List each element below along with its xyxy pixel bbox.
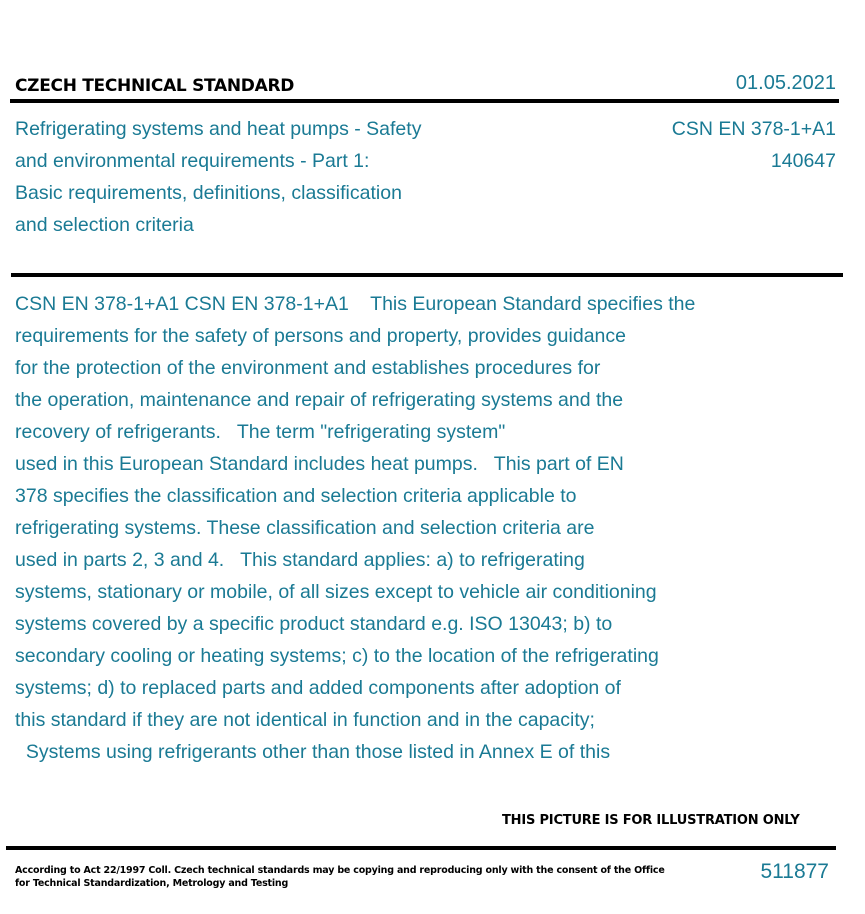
abstract-line: requirements for the safety of persons and property, provides guidance [15, 325, 626, 347]
document-type-label: CZECH TECHNICAL STANDARD [15, 76, 295, 96]
title-line: Basic requirements, definitions, classification [15, 182, 402, 204]
abstract-line: systems covered by a specific product standard e.g. ISO 13043; b) to [15, 613, 613, 635]
abstract-line: used in this European Standard includes heat pumps. This part of EN [15, 453, 624, 475]
abstract-line: systems; d) to replaced parts and added components after adoption of [15, 677, 621, 699]
abstract-line: recovery of refrigerants. The term "refrigerating system" [15, 421, 506, 443]
abstract-line: refrigerating systems. These classification and selection criteria are [15, 517, 595, 539]
title-line: and environmental requirements - Part 1: [15, 150, 370, 172]
abstract-line: this standard if they are not identical in function and in the capacity; [15, 709, 595, 731]
illustration-disclaimer: THIS PICTURE IS FOR ILLUSTRATION ONLY [502, 813, 800, 828]
title-line: and selection criteria [15, 214, 194, 236]
document-id-number: 511877 [760, 860, 829, 883]
title-line: Refrigerating systems and heat pumps - Safety [15, 118, 422, 140]
abstract-line: CSN EN 378-1+A1 CSN EN 378-1+A1 This European Standard specifies the [15, 293, 696, 315]
legal-notice-line: According to Act 22/1997 Coll. Czech technical standards may be copying and reproducing only with the consent of the Office [15, 865, 665, 876]
abstract-line: Systems using refrigerants other than those listed in Annex E of this [15, 741, 611, 763]
abstract-line: systems, stationary or mobile, of all sizes except to vehicle air conditioning [15, 581, 657, 603]
abstract-line: secondary cooling or heating systems; c) to the location of the refrigerating [15, 645, 659, 667]
title-divider [11, 273, 843, 277]
abstract-line: the operation, maintenance and repair of refrigerating systems and the [15, 389, 624, 411]
abstract-line: 378 specifies the classification and selection criteria applicable to [15, 485, 577, 507]
standard-code: CSN EN 378-1+A1 [671, 118, 836, 140]
abstract-line: used in parts 2, 3 and 4. This standard applies: a) to refrigerating [15, 549, 585, 571]
abstract-line: for the protection of the environment and establishes procedures for [15, 357, 601, 379]
legal-notice-line: for Technical Standardization, Metrology and Testing [15, 878, 289, 889]
header-divider [10, 99, 839, 103]
publication-date: 01.05.2021 [735, 72, 836, 94]
catalog-number: 140647 [770, 150, 836, 172]
footer-divider [6, 846, 836, 850]
